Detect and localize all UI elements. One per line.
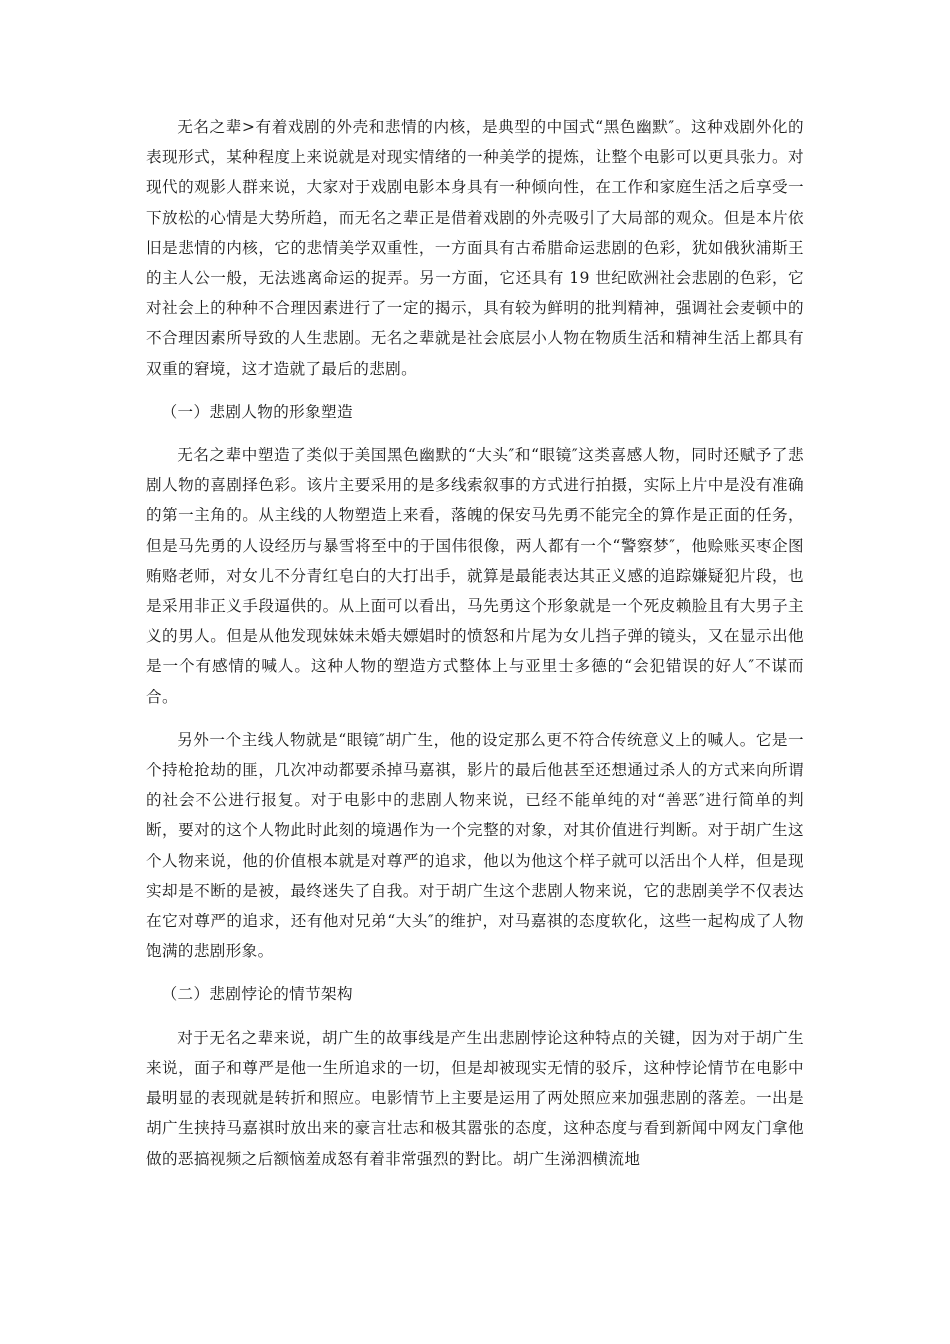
paragraph-characters: 无名之辈中塑造了类似于美国黑色幽默的“大头″和“眼镜″这类喜感人物，同时还赋予了悲剧人物的喜剧择色彩。该片主要采用的是多线索叙事的方式进行拍摄，实际上片中是没有准确的第一主角的。从主线的人物塑造上来看，落魄的保安马先勇不能完全的算作是正面的任务，但是马先勇的人设经历与暴雪将至中的于国伟很像，两人都有一个“警察梦″，他赊账买枣企图贿赂老师，对女儿不分青红皂白的大打出手，就算是最能表达其正义感的追踪嫌疑犯片段，也是采用非正义手段逼供的。从上面可以看出，马先勇这个形象就是一个死皮赖脸且有大男子主义的男人。但是从他发现妹妹未婚夫嫖娼时的愤怒和片尾为女儿挡子弹的镜头，又在显示出他是一个有感情的喊人。这种人物的塑造方式整体上与亚里士多德的“会犯错误的好人″不谋而合。 — [146, 446, 804, 706]
section-heading-2: （二）悲剧悖论的情节架构 — [161, 985, 353, 1004]
section-heading-1: （一）悲剧人物的形象塑造 — [161, 402, 353, 421]
paragraph-hu-guangsheng: 另外一个主线人物就是“眼镜″胡广生，他的设定那么更不符合传统意义上的喊人。它是一个持枪抢劫的匪，几次冲动都要杀掉马嘉祺，影片的最后他甚至还想通过杀人的方式来向所谓的社会不公进行报复。对于电影中的悲剧人物来说，已经不能单纯的对“善恶″进行简单的判断，要对的这个人物此时此刻的境遇作为一个完整的对象，对其价值进行判断。对于胡广生这个人物来说，他的价值根本就是对尊严的追求，他以为他这个样子就可以活出个人样，但是现实却是不断的是被，最终迷失了自我。对于胡广生这个悲剧人物来说，它的悲剧美学不仅表达在它对尊严的追求，还有他对兄弟“大头″的维护，对马嘉祺的态度软化，这些一起构成了人物饱满的悲剧形象。 — [146, 730, 804, 961]
document-page — [146, 112, 804, 1174]
paragraph-plot-paradox: 对于无名之辈来说，胡广生的故事线是产生出悲剧悖论这种特点的关键，因为对于胡广生来说，面子和尊严是他一生所追求的一切，但是却被现实无情的驳斥，这种悖论情节在电影中最明显的表现就是转折和照应。电影情节上主要是运用了两处照应来加强悲剧的落差。一出是胡广生挟持马嘉祺时放出来的豪言壮志和极其嚣张的态度，这种态度与看到新闻中网友门拿他做的恶搞视频之后额恼羞成怒有着非常强烈的對比。胡广生涕泗横流地 — [146, 1028, 804, 1168]
paragraph-intro: 无名之辈>有着戏剧的外壳和悲情的内核，是典型的中国式“黑色幽默″。这种戏剧外化的表现形式，某种程度上来说就是对现实情绪的一种美学的提炼，让整个电影可以更具张力。对现代的观影人群来说，大家对于戏剧电影本身具有一种倾向性，在工作和家庭生活之后享受一下放松的心情是大势所趋，而无名之辈正是借着戏剧的外壳吸引了大局部的观众。但是本片依旧是悲情的内核，它的悲情美学双重性，一方面具有古希腊命运悲剧的色彩，犹如俄狄浦斯王的主人公一般，无法逃离命运的捉弄。另一方面，它还具有 19 世纪欧洲社会悲剧的色彩，它对社会上的种种不合理因素进行了一定的揭示，具有较为鲜明的批判精神，强调社会麦顿中的不合理因素所导致的人生悲剧。无名之辈就是社会底层小人物在物质生活和精神生活上都具有双重的窘境，这才造就了最后的悲剧。 — [146, 118, 804, 378]
